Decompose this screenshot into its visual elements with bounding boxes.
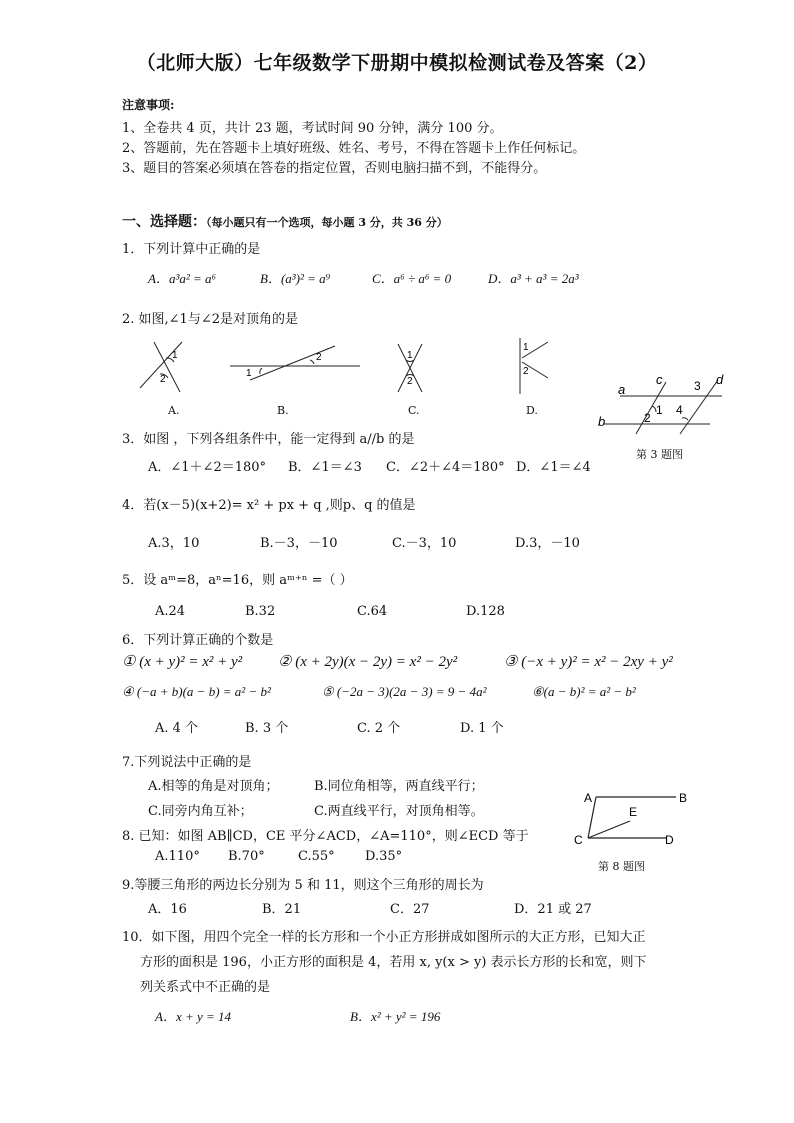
section-note: （每小题只有一个选项，每小题 3 分，共 36 分）: [206, 216, 448, 229]
q7-option-a: A.相等的角是对顶角；: [148, 779, 279, 794]
q3-angle-2: 2: [644, 411, 651, 425]
section-heading: [122, 211, 448, 231]
q8-figure-caption: 第 8 题图: [598, 860, 645, 873]
q3-option-d: D．∠1＝∠4: [516, 460, 591, 475]
q6-option-a: A. 4 个: [155, 721, 199, 736]
q3-line-d: d: [716, 372, 724, 387]
q2-d-angle-2: 2: [523, 366, 529, 377]
question-1-stem: 1．下列计算中正确的是: [122, 242, 261, 257]
q8-point-a: A: [584, 791, 593, 805]
q2-a-angle-1: 1: [172, 350, 178, 361]
q5-option-c: C.64: [357, 604, 388, 619]
notice-heading: 注意事项:: [122, 98, 175, 112]
q3-option-b: B．∠1＝∠3: [288, 460, 362, 475]
q2-d-angle-1: 1: [523, 342, 529, 353]
q5-option-d: D.128: [466, 604, 505, 619]
notice-item: 3、题目的答案必须填在答卷的指定位置，否则电脑扫描不到，不能得分。: [122, 161, 547, 176]
question-10-line-2: 方形的面积是 196，小正方形的面积是 4，若用 x, y(x > y) 表示长方形的长和宽，则下: [140, 955, 647, 970]
q6-item-2: ② (x + 2y)(x − 2y) = x² − 2y²: [278, 654, 458, 670]
q3-angle-4: 4: [676, 403, 683, 417]
question-7-stem: 7.下列说法中正确的是: [122, 755, 252, 770]
question-10-line-1: 10．如下图，用四个完全一样的长方形和一个小正方形拼成如图所示的大正方形，已知大正: [122, 930, 646, 945]
q8-option-d: D.35°: [365, 849, 403, 864]
q2-label-c: C.: [408, 404, 420, 417]
question-4-stem: 4．若(x－5)(x+2)= x² + px + q ,则p、q 的值是: [122, 498, 416, 513]
q8-point-b: B: [679, 791, 688, 805]
q6-item-4: ④ (−a + b)(a − b) = a² − b²: [122, 684, 271, 699]
q4-option-c: C.－3，10: [392, 536, 457, 551]
q9-option-d: D．21 或 27: [514, 902, 592, 917]
question-2-stem: 2. 如图,∠1与∠2是对顶角的是: [122, 312, 298, 327]
q7-option-d: C.两直线平行，对顶角相等。: [314, 804, 484, 819]
notice-item: 1、全卷共 4 页，共计 23 题，考试时间 90 分钟，满分 100 分。: [122, 121, 503, 136]
q6-item-5: ⑤ (−2a − 3)(2a − 3) = 9 − 4a²: [322, 684, 487, 699]
q10-option-b: B．x² + y² = 196: [350, 1009, 441, 1024]
q8-figure: [568, 784, 704, 850]
q6-item-3: ③ (−x + y)² = x² − 2xy + y²: [504, 654, 673, 670]
q6-item-6: ⑥(a − b)² = a² − b²: [532, 684, 636, 699]
question-3-stem: 3．如图 ，下列各组条件中，能一定得到 a//b 的是: [122, 432, 415, 447]
q6-option-c: C. 2 个: [357, 721, 401, 736]
q3-option-c: C．∠2＋∠4＝180°: [386, 460, 505, 475]
q8-option-c: C.55°: [298, 849, 335, 864]
q2-a-angle-2: 2: [160, 374, 166, 385]
q2-b-angle-1: 1: [246, 368, 252, 379]
q4-option-b: B.－3，－10: [260, 536, 338, 551]
q9-option-a: A．16: [148, 902, 187, 917]
q2-b-angle-2: 2: [316, 352, 322, 363]
question-9-stem: 9.等腰三角形的两边长分别为 5 和 11，则这个三角形的周长为: [122, 878, 484, 893]
q4-option-a: A.3，10: [148, 536, 200, 551]
q3-angle-3: 3: [694, 379, 701, 393]
q8-point-e: E: [629, 805, 638, 819]
q7-option-b: B.同位角相等，两直线平行；: [314, 779, 484, 794]
question-5-stem: 5．设 aᵐ=8，aⁿ=16，则 aᵐ⁺ⁿ =（ ）: [122, 573, 353, 588]
q9-option-b: B．21: [262, 902, 302, 917]
q5-option-b: B.32: [245, 604, 276, 619]
q7-option-c: C.同旁内角互补；: [148, 804, 253, 819]
q1-option-d: D．a³ + a³ = 2a³: [488, 271, 579, 286]
question-6-stem: 6．下列计算正确的个数是: [122, 633, 274, 648]
q9-option-c: C．27: [390, 902, 430, 917]
q2-c-angle-1: 1: [407, 350, 413, 361]
q8-option-b: B.70°: [228, 849, 265, 864]
q6-item-1: ① (x + y)² = x² + y²: [122, 654, 243, 670]
q1-option-a: A．a³a² = a⁶: [148, 271, 217, 286]
question-8-stem: 8. 已知：如图 AB∥CD，CE 平分∠ACD，∠A=110°，则∠ECD 等于: [122, 829, 529, 844]
q3-option-a: A．∠1＋∠2＝180°: [148, 460, 267, 475]
q3-line-a: a: [618, 382, 626, 397]
q3-line-c: c: [656, 372, 663, 387]
q1-option-c: C．a⁶ ÷ a⁶ = 0: [372, 271, 452, 286]
q3-figure: [592, 372, 742, 436]
q2-c-angle-2: 2: [407, 376, 413, 387]
q3-line-b: b: [598, 414, 606, 429]
q4-option-d: D.3，－10: [515, 536, 580, 551]
q5-option-a: A.24: [155, 604, 186, 619]
notice-item: 2、答题前，先在答题卡上填好班级、姓名、考号，不得在答题卡上作任何标记。: [122, 141, 586, 156]
q3-figure-caption: 第 3 题图: [636, 448, 683, 461]
section-title: 一、选择题：: [122, 214, 206, 230]
question-10-line-3: 列关系式中不正确的是: [140, 980, 271, 995]
q2-label-b: B.: [277, 404, 289, 417]
q6-option-d: D. 1 个: [460, 721, 504, 736]
page-title: （北师大版）七年级数学下册期中模拟检测试卷及答案（2）: [136, 52, 658, 74]
q1-option-b: B．(a³)² = a⁹: [260, 271, 331, 286]
q10-option-a: A．x + y = 14: [155, 1009, 232, 1024]
q3-angle-1: 1: [656, 403, 663, 417]
q2-label-a: A.: [168, 404, 180, 417]
q8-option-a: A.110°: [155, 849, 200, 864]
q8-point-d: D: [665, 833, 674, 847]
q8-point-c: C: [574, 833, 583, 847]
q2-figures: [130, 336, 570, 396]
q6-option-b: B. 3 个: [245, 721, 289, 736]
q2-label-d: D.: [526, 404, 538, 417]
